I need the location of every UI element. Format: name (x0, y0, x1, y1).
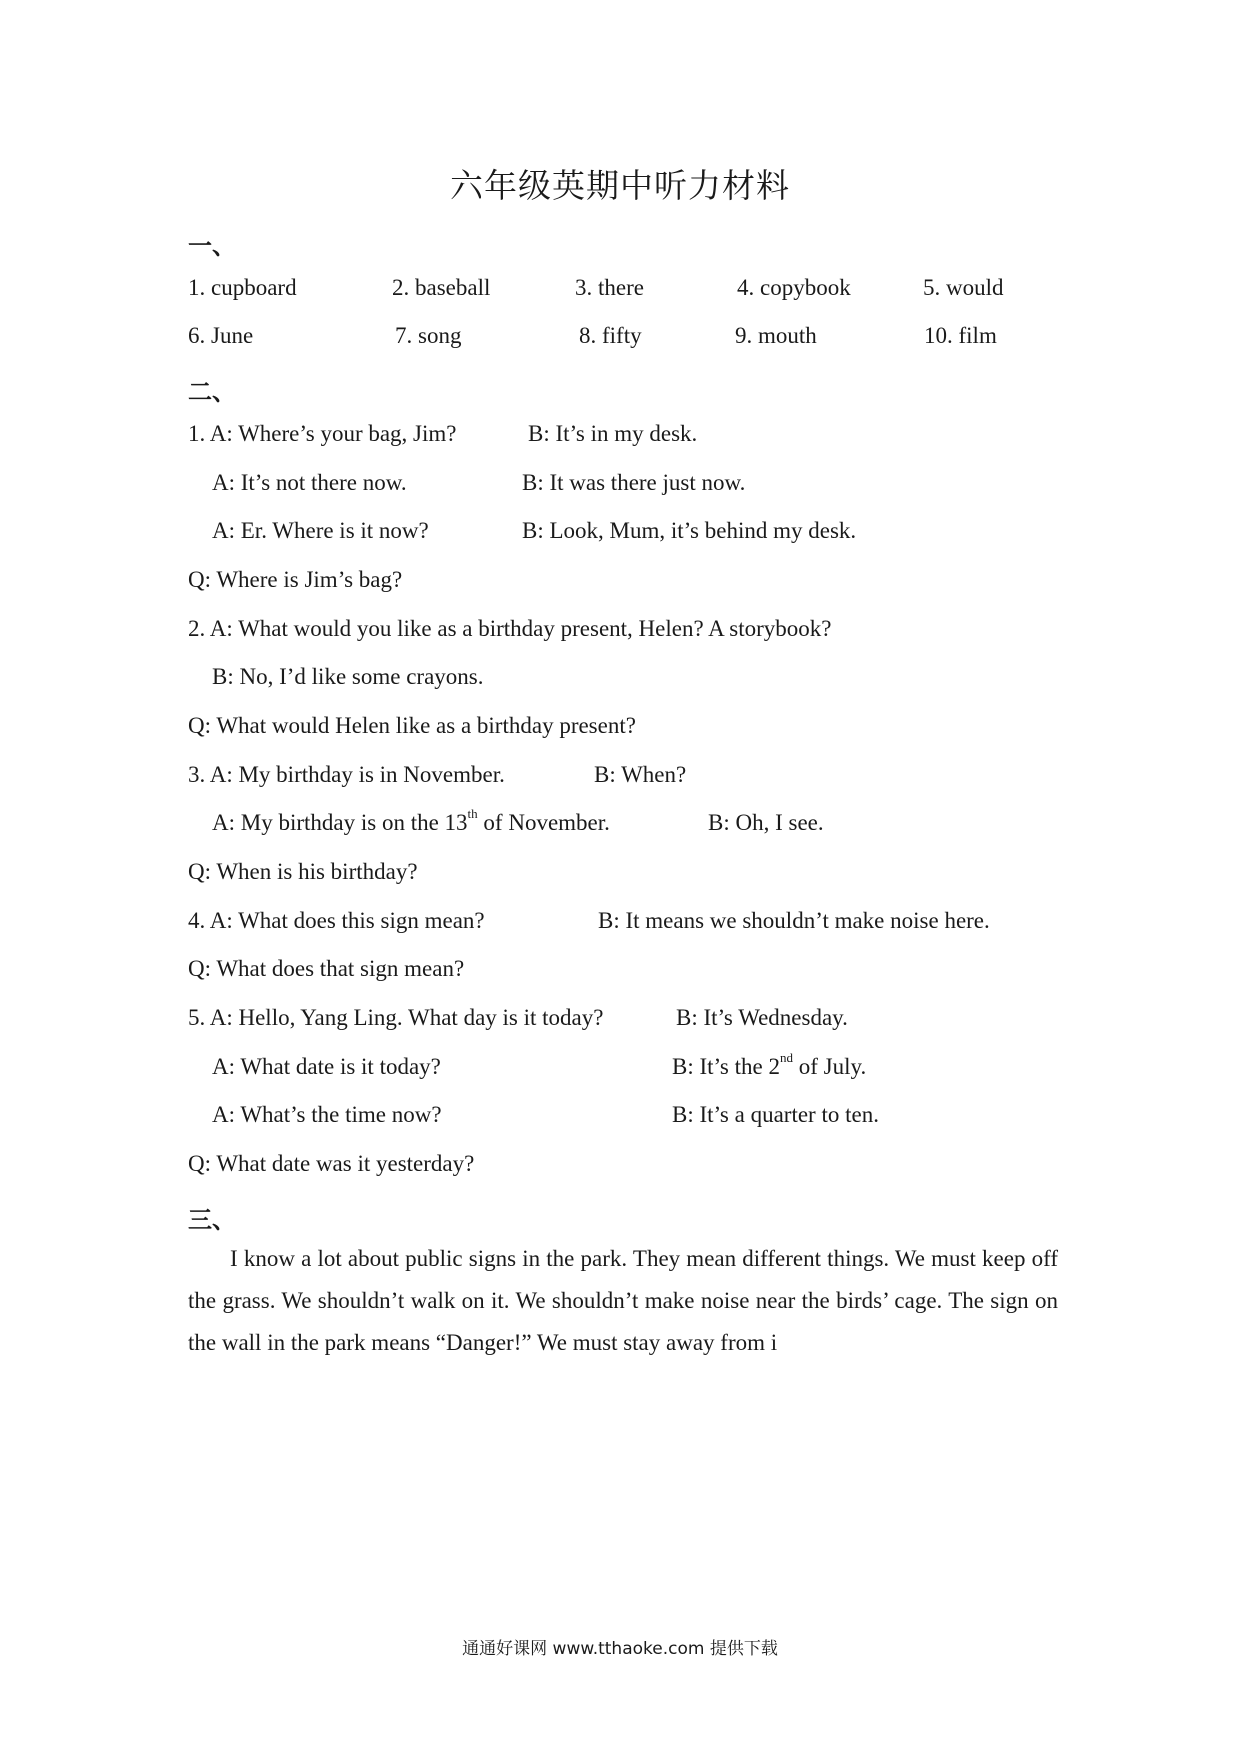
word-item: 4. copybook (737, 275, 851, 300)
dialogue-line: B: It’s a quarter to ten. (672, 1102, 879, 1127)
dialogue-line: 1. A: Where’s your bag, Jim? (188, 421, 457, 446)
question-line: Q: What date was it yesterday? (188, 1151, 475, 1176)
page-footer: 通通好课网 www.tthaoke.com 提供下载 (462, 1639, 778, 1659)
listening-paragraph (188, 1238, 1058, 1364)
question-line: Q: When is his birthday? (188, 859, 418, 884)
dialogue-line: 5. A: Hello, Yang Ling. What day is it today? (188, 1005, 604, 1030)
word-item: 10. film (924, 323, 997, 348)
dialogue-text: of July. (792, 1054, 867, 1079)
question-line: Q: What would Helen like as a birthday present? (188, 713, 636, 738)
word-item: 8. fifty (579, 323, 642, 348)
dialogue-line: A: Er. Where is it now? (212, 518, 429, 543)
page-title: 六年级英期中听力材料 (450, 166, 790, 205)
dialogue-text: A: My birthday is on the 13 (212, 810, 468, 835)
dialogue-line: 2. A: What would you like as a birthday present, Helen? A storybook? (188, 616, 832, 641)
dialogue-line: B: It’s in my desk. (528, 421, 698, 446)
dialogue-line: B: It was there just now. (522, 470, 746, 495)
question-line: Q: Where is Jim’s bag? (188, 567, 403, 592)
question-line: Q: What does that sign mean? (188, 956, 465, 981)
word-item: 3. there (575, 275, 644, 300)
dialogue-line: B: It’s Wednesday. (676, 1005, 848, 1030)
section-two-heading: 二、 (188, 378, 236, 406)
dialogue-line: 4. A: What does this sign mean? (188, 908, 485, 933)
dialogue-line (212, 806, 610, 836)
dialogue-line: B: Look, Mum, it’s behind my desk. (522, 518, 857, 543)
ordinal-suffix: th (467, 806, 478, 821)
dialogue-line: B: Oh, I see. (708, 810, 824, 835)
paragraph-text: I know a lot about public signs in the park. They mean different things. We must keep off the grass. We shouldn’t walk on it. We shouldn’t make noise near the birds’ cage. The sign on the wall in the park means “Danger!” We must stay away from i (188, 1246, 1058, 1355)
dialogue-text: of November. (477, 810, 610, 835)
dialogue-line: B: No, I’d like some crayons. (212, 664, 484, 689)
word-item: 7. song (395, 323, 462, 348)
dialogue-line: A: It’s not there now. (212, 470, 407, 495)
word-item: 1. cupboard (188, 275, 297, 300)
dialogue-line: A: What date is it today? (212, 1054, 441, 1079)
section-three-heading: 三、 (188, 1206, 236, 1234)
word-item: 6. June (188, 323, 254, 348)
dialogue-line: B: When? (594, 762, 687, 787)
word-item: 2. baseball (392, 275, 491, 300)
word-item: 5. would (923, 275, 1004, 300)
dialogue-line (672, 1050, 867, 1080)
ordinal-suffix: nd (779, 1050, 793, 1065)
section-one-heading: 一、 (188, 232, 236, 260)
dialogue-line: B: It means we shouldn’t make noise here. (598, 908, 990, 933)
word-item: 9. mouth (735, 323, 817, 348)
dialogue-line: 3. A: My birthday is in November. (188, 762, 505, 787)
dialogue-line: A: What’s the time now? (212, 1102, 442, 1127)
dialogue-text: B: It’s the 2 (672, 1054, 780, 1079)
